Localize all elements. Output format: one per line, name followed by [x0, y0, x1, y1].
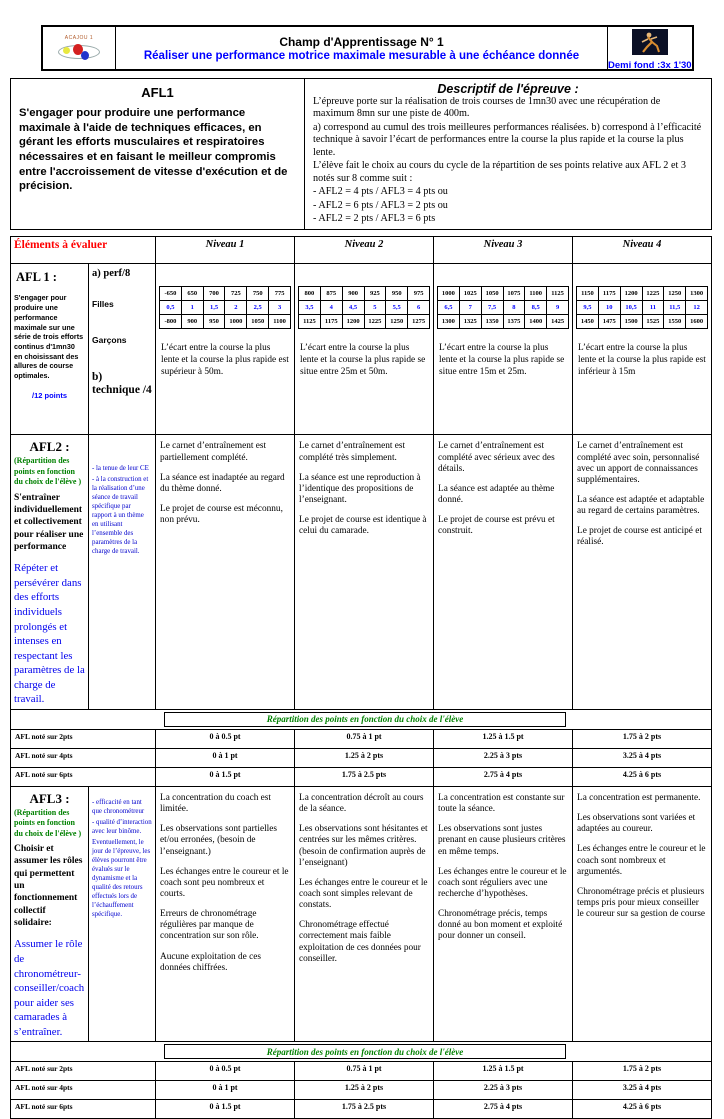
table-cell: 1350: [481, 315, 503, 329]
table-cell: 5: [364, 301, 386, 315]
paragraph: Aucune exploitation de ces données chiffrées.: [160, 951, 261, 973]
afl1-definition-text: S'engager pour produire une performance maximale à l'aide de techniques efficaces, en gérant les efforts musculaires et respiratoires nécessaires et en faisant le meilleur compromis entre l'accroissement de vitesse d'exécution et de précision.: [19, 107, 288, 193]
afl3-side-note-cell: [89, 786, 156, 1042]
paragraph: Les observations sont justes prenant en cause plusieurs critères en même temps.: [438, 824, 566, 857]
table-cell: 1475: [598, 315, 620, 329]
paragraph: - qualité d’interaction avec leur binôme.: [92, 818, 152, 835]
afl2-label-cell: [11, 435, 89, 710]
afl3-side-note: [92, 789, 152, 920]
header-bar: [41, 25, 694, 71]
table-cell: 3: [269, 301, 291, 315]
paragraph: Les observations sont partielles et/ou erronées, (besoin de l’enseignant.): [160, 824, 277, 857]
table-row: [438, 287, 569, 301]
table-cell: 900: [181, 315, 203, 329]
bareme-value: 0 à 1 pt: [156, 1081, 295, 1100]
table-cell: 1000: [438, 287, 460, 301]
table-cell: 1325: [459, 315, 481, 329]
table-row: [299, 287, 430, 301]
afl2-niveau2-cell: [295, 435, 434, 710]
table-row: [438, 301, 569, 315]
paragraph: La concentration est permanente.: [577, 792, 701, 803]
afl1-sub-cell: [89, 264, 156, 435]
afl3-niveau1-cell: [156, 786, 295, 1042]
table-row: [160, 287, 291, 301]
table-cell: 925: [364, 287, 386, 301]
paragraph: Chronométrage précis, temps donné au bon moment et exploité pour donner un conseil.: [438, 909, 563, 942]
paragraph: Chronométrage effectué correctement mais faible exploitation de ces données pour conseiller.: [299, 920, 421, 964]
paragraph: Les échanges entre le coureur et le coach sont nombreux et argumentés.: [577, 844, 706, 877]
table-cell: 1150: [577, 287, 599, 301]
paragraph: Le carnet d’entraînement est complété avec soin, personnalisé avec un apport de connaissances supplémentaires.: [577, 441, 700, 485]
table-cell: 1525: [642, 315, 664, 329]
bareme-value: 0.75 à 1 pt: [295, 1062, 434, 1081]
afl1-niveau2-cell: [295, 264, 434, 435]
bareme-value: 0 à 1.5 pt: [156, 1100, 295, 1119]
table-cell: 950: [203, 315, 225, 329]
logo-dot-yellow: [63, 47, 70, 54]
table-row: [577, 287, 708, 301]
bareme-value: 1.25 à 1.5 pt: [434, 1062, 573, 1081]
table-cell: 1: [181, 301, 203, 315]
table-cell: 2: [225, 301, 247, 315]
afl2-label: AFL2 :: [29, 439, 70, 455]
paragraph: La concentration est constante sur toute la séance.: [438, 792, 565, 815]
paragraph: Le projet de course est prévu et construit.: [438, 515, 555, 537]
table-cell: 750: [247, 287, 269, 301]
table-cell: 11,5: [664, 301, 686, 315]
table-cell: 8,5: [525, 301, 547, 315]
bareme-value: 3.25 à 4 pts: [573, 748, 712, 767]
table-cell: 1100: [525, 287, 547, 301]
bareme-row-4pts-afl3: [11, 1081, 712, 1100]
paragraph: Le carnet d’entraînement est complété très simplement.: [299, 441, 406, 463]
technique-niveau2: L’écart entre la course la plus lente et la course la plus rapide se situe entre 25m et 50m.: [300, 343, 426, 377]
paragraph: Le projet de course est méconnu, non prévu.: [160, 504, 283, 526]
table-cell: 1300: [686, 287, 708, 301]
epreuve-text: [313, 96, 703, 225]
afl2-niveau4-cell: [573, 435, 712, 710]
bareme-value: 1.25 à 2 pts: [295, 1081, 434, 1100]
paragraph: - efficacité en tant que chronométreur: [92, 798, 145, 815]
bareme-value: 1.75 à 2.5 pts: [295, 767, 434, 786]
perf-label: a) perf/8: [92, 268, 131, 280]
bareme-table-niveau3: [437, 286, 569, 329]
bareme-value: 2.75 à 4 pts: [434, 767, 573, 786]
bareme-table-niveau1: [159, 286, 291, 329]
table-cell: 1450: [577, 315, 599, 329]
bareme-value: 1.75 à 2 pts: [573, 1062, 712, 1081]
paragraph: L’élève fait le choix au cours du cycle de la répartition de ses points relative aux AFL 2 et 3 notés sur 8 comme suit :: [313, 160, 686, 184]
table-cell: 725: [225, 287, 247, 301]
paragraph: L’épreuve porte sur la réalisation de trois courses de 1mn30 avec une récupération de maximum 8mn sur une piste de 400m.: [313, 96, 661, 120]
table-cell: 1250: [664, 287, 686, 301]
niveau-3-header: Niveau 3: [434, 237, 573, 264]
table-cell: 1225: [364, 315, 386, 329]
bareme-row-2pts-afl3: [11, 1062, 712, 1081]
afl2-row: [11, 435, 712, 710]
afl1-niveau3-cell: [434, 264, 573, 435]
bareme-value: 0 à 0.5 pt: [156, 729, 295, 748]
paragraph: Le projet de course est identique à celui du camarade.: [299, 515, 427, 537]
bareme-label: AFL noté sur 6pts: [11, 767, 156, 786]
logo-label: ACAJOU 1: [64, 35, 94, 41]
paragraph: Le carnet d’entraînement est complété avec sérieux avec des détails.: [438, 441, 555, 474]
paragraph: Les échanges entre le coureur et le coach sont peu nombreux et courts.: [160, 866, 289, 899]
paragraph: La séance est une reproduction à l’identique des propositions de l’enseignant.: [299, 472, 421, 505]
repartition-title-afl3: Répartition des points en fonction du choix de l'élève: [164, 1044, 566, 1059]
afl3-label: AFL3 :: [29, 790, 70, 806]
table-row: [299, 301, 430, 315]
paragraph: - AFL2 = 4 pts / AFL3 = 4 pts ou: [313, 186, 448, 198]
paragraph: La séance est adaptée et adaptable au regard de certains paramètres.: [577, 495, 705, 517]
table-cell: 1075: [503, 287, 525, 301]
bareme-value: 1.25 à 2 pts: [295, 748, 434, 767]
paragraph: - AFL2 = 6 pts / AFL3 = 2 pts ou: [313, 199, 448, 211]
paragraph: Les observations sont hésitantes et centrées sur les mêmes critères. (besoin de confirmation auprès de l’enseignant): [299, 824, 428, 868]
table-cell: 1125: [299, 315, 321, 329]
paragraph: Les échanges entre le coureur et le coach sont simples relevant de constats.: [299, 877, 428, 911]
bareme-value: 0.75 à 1 pt: [295, 729, 434, 748]
paragraph: Erreurs de chronométrage régulières par manque de concentration sur son rôle.: [160, 909, 259, 942]
niveau-2-header: Niveau 2: [295, 237, 434, 264]
bareme-value: 2.75 à 4 pts: [434, 1100, 573, 1119]
table-cell: 0,5: [160, 301, 182, 315]
afl3-green-note: (Répartition des points en fonction du choix de l'élève ): [14, 807, 82, 838]
repartition-title-afl2: Répartition des points en fonction du choix de l'élève: [164, 712, 566, 727]
afl1-row: [11, 264, 712, 435]
table-cell: 1200: [620, 287, 642, 301]
table-cell: 700: [203, 287, 225, 301]
bareme-value: 0 à 1.5 pt: [156, 767, 295, 786]
bareme-value: 0 à 1 pt: [156, 748, 295, 767]
band-spacer: [14, 712, 164, 727]
paragraph: Les observations sont variées et adaptées au coureur.: [577, 813, 696, 835]
table-cell: 11: [642, 301, 664, 315]
table-cell: 1425: [547, 315, 569, 329]
table-cell: 1,5: [203, 301, 225, 315]
afl3-niveau4-cell: [573, 786, 712, 1042]
afl1-label: AFL 1 :: [16, 270, 57, 285]
table-cell: 1050: [481, 287, 503, 301]
bareme-value: 2.25 à 3 pts: [434, 748, 573, 767]
evaluation-grid: [10, 236, 712, 1119]
bareme-table-niveau4: [576, 286, 708, 329]
table-cell: 6: [408, 301, 430, 315]
afl2-niveau3-cell: [434, 435, 573, 710]
repartition-band-cell: [11, 1042, 712, 1062]
bareme-row-4pts-afl2: [11, 748, 712, 767]
table-cell: 1100: [269, 315, 291, 329]
technique-niveau3: L’écart entre la course la plus lente et la course la plus rapide se situe entre 15m et 25m.: [439, 343, 565, 377]
elements-header: Éléments à évaluer: [11, 237, 156, 264]
bareme-row-6pts-afl2: [11, 767, 712, 786]
table-cell: 1300: [438, 315, 460, 329]
paragraph: a) correspond au cumul des trois meilleures performances réalisées. b) correspond à l’efficacité technique à savoir l’écart de performances entre la course la plus rapide et la course la plus lente.: [313, 121, 702, 158]
afl1-niveau4-cell: [573, 264, 712, 435]
afl3-row: [11, 786, 712, 1042]
table-cell: 4,5: [342, 301, 364, 315]
table-cell: 2,5: [247, 301, 269, 315]
band-spacer: [14, 1044, 164, 1059]
repartition-band-row-afl2: [11, 709, 712, 729]
table-cell: 9: [547, 301, 569, 315]
table-cell: 1025: [459, 287, 481, 301]
afl2-green-note: (Répartition des points en fonction du choix de l'élève ): [14, 456, 82, 487]
table-cell: 10,5: [620, 301, 642, 315]
afl3-black-text: Choisir et assumer les rôles qui permettent un fonctionnement collectif solidaire:: [14, 844, 83, 929]
table-cell: 4: [320, 301, 342, 315]
table-cell: 1275: [408, 315, 430, 329]
afl3-blue-text: Assumer le rôle de chronométreur-conseiller/coach pour aider ses camarades à s’entraîner.: [14, 938, 85, 1038]
table-row: [577, 315, 708, 329]
afl2-side-note-cell: [89, 435, 156, 710]
paragraph: Le projet de course est anticipé et réalisé.: [577, 526, 702, 548]
bareme-value: 4.25 à 6 pts: [573, 767, 712, 786]
bareme-table-niveau2: [298, 286, 430, 329]
grid-header-row: [11, 237, 712, 264]
paragraph: - à la construction et la réalisation d’une séance de travail spécifique par rapport à un thème en utilisant l’ensemble des paramètres de la charge de travail.: [92, 476, 149, 556]
table-row: [299, 315, 430, 329]
table-cell: 1250: [386, 315, 408, 329]
bareme-value: 2.25 à 3 pts: [434, 1081, 573, 1100]
garcons-label: Garçons: [92, 335, 127, 346]
table-cell: 3,5: [299, 301, 321, 315]
bareme-label: AFL noté sur 4pts: [11, 748, 156, 767]
filles-label: Filles: [92, 299, 114, 310]
afl1-definition-box: [10, 78, 305, 230]
niveau-1-header: Niveau 1: [156, 237, 295, 264]
epreuve-box: [305, 78, 712, 230]
table-row: [160, 301, 291, 315]
table-cell: 8: [503, 301, 525, 315]
table-cell: 1225: [642, 287, 664, 301]
afl2-blue-text: Répéter et persévérer dans des efforts individuels prolongés et intenses en respectant les paramètres de la charge de travail.: [14, 562, 85, 706]
technique-niveau4: L’écart entre la course la plus lente et la course la plus rapide est inférieur à 15m: [578, 343, 706, 377]
runner-image: [632, 29, 668, 55]
paragraph: Les échanges entre le coureur et le coach sont réguliers avec une recherche d’hypothèses.: [438, 866, 567, 899]
table-cell: 1600: [686, 315, 708, 329]
bareme-value: 1.75 à 2.5 pts: [295, 1100, 434, 1119]
table-cell: 950: [386, 287, 408, 301]
table-cell: 1550: [664, 315, 686, 329]
niveau-4-header: Niveau 4: [573, 237, 712, 264]
table-cell: 1500: [620, 315, 642, 329]
table-cell: 12: [686, 301, 708, 315]
afl2-side-note: [92, 437, 152, 557]
table-cell: 6,5: [438, 301, 460, 315]
bareme-row-6pts-afl3: [11, 1100, 712, 1119]
table-row: [577, 301, 708, 315]
paragraph: La concentration du coach est limitée.: [160, 792, 272, 815]
paragraph: Chronométrage précis et plusieurs temps pris pour mieux conseiller le coureur sur sa gestion de course: [577, 886, 706, 920]
bareme-label: AFL noté sur 6pts: [11, 1100, 156, 1119]
bareme-row-2pts-afl2: [11, 729, 712, 748]
table-cell: 800: [299, 287, 321, 301]
table-cell: 1050: [247, 315, 269, 329]
table-cell: -800: [160, 315, 182, 329]
afl3-label-cell: [11, 786, 89, 1042]
bareme-label: AFL noté sur 2pts: [11, 729, 156, 748]
page-subtitle: Réaliser une performance motrice maximale mesurable à une échéance donnée: [143, 49, 580, 62]
table-cell: 1375: [503, 315, 525, 329]
table-cell: 975: [408, 287, 430, 301]
paragraph: La concentration décroît au cours de la séance.: [299, 792, 424, 815]
paragraph: Le carnet d’entraînement est partiellement complété.: [160, 441, 267, 463]
afl1-niveau1-cell: [156, 264, 295, 435]
afl3-niveau2-cell: [295, 786, 434, 1042]
table-cell: 1125: [547, 287, 569, 301]
afl1-label-cell: [11, 264, 89, 435]
table-cell: 1400: [525, 315, 547, 329]
repartition-band-cell: [11, 709, 712, 729]
paragraph: La séance est adaptée au thème donné.: [438, 483, 555, 505]
table-cell: 5,5: [386, 301, 408, 315]
repartition-band-row-afl3: [11, 1042, 712, 1062]
table-cell: -650: [160, 287, 182, 301]
table-cell: 1175: [598, 287, 620, 301]
header-title-block: [116, 27, 608, 69]
table-cell: 1000: [225, 315, 247, 329]
table-cell: 875: [320, 287, 342, 301]
page-title: Champ d'Apprentissage N° 1: [279, 34, 444, 49]
table-cell: 1200: [342, 315, 364, 329]
afl2-black-text: S'entraîner individuellement et collectivement pour réaliser une performance: [14, 492, 84, 552]
paragraph: La séance est inadaptée au regard du thème donné.: [160, 472, 285, 494]
technique-niveau1: L’écart entre la course la plus lente et la course la plus rapide est supérieur à 50m.: [161, 343, 289, 377]
afl1-points: /12 points: [31, 390, 67, 400]
technique-label: b) technique /4: [92, 371, 152, 397]
table-cell: 10: [598, 301, 620, 315]
bareme-value: 4.25 à 6 pts: [573, 1100, 712, 1119]
table-cell: 900: [342, 287, 364, 301]
bareme-label: AFL noté sur 4pts: [11, 1081, 156, 1100]
afl1-title: AFL1: [141, 85, 174, 100]
paragraph: Eventuellement, le jour de l’épreuve, les élèves pourront être évalués sur le dynamisme et la qualité des retours effectués lors de l’échauffement spécifique.: [92, 838, 151, 918]
table-cell: 650: [181, 287, 203, 301]
paragraph: - la tenue de leur CE: [92, 465, 149, 473]
table-cell: 1175: [320, 315, 342, 329]
logo-icon: [56, 41, 102, 61]
paragraph: - AFL2 = 2 pts / AFL3 = 6 pts: [313, 212, 436, 224]
table-row: [160, 315, 291, 329]
activity-image-cell: [608, 27, 692, 69]
bareme-value: 1.25 à 1.5 pt: [434, 729, 573, 748]
bareme-value: 3.25 à 4 pts: [573, 1081, 712, 1100]
bareme-value: 1.75 à 2 pts: [573, 729, 712, 748]
afl1-description: S'engager pour produire une performance maximale sur une série de trois efforts continus d'1mn30 en choisissant des allures de course optimales.: [14, 293, 84, 381]
table-cell: 7: [459, 301, 481, 315]
bareme-value: 0 à 0.5 pt: [156, 1062, 295, 1081]
table-cell: 9,5: [577, 301, 599, 315]
epreuve-title: Descriptif de l'épreuve :: [437, 82, 579, 96]
school-logo: [43, 27, 116, 69]
afl2-niveau1-cell: [156, 435, 295, 710]
bareme-label: AFL noté sur 2pts: [11, 1062, 156, 1081]
activity-label: Demi fond :3x 1'30: [608, 60, 692, 71]
table-cell: 7,5: [481, 301, 503, 315]
logo-dot-blue: [81, 51, 89, 60]
table-cell: 775: [269, 287, 291, 301]
table-row: [438, 315, 569, 329]
intro-section: [10, 78, 712, 230]
afl3-niveau3-cell: [434, 786, 573, 1042]
